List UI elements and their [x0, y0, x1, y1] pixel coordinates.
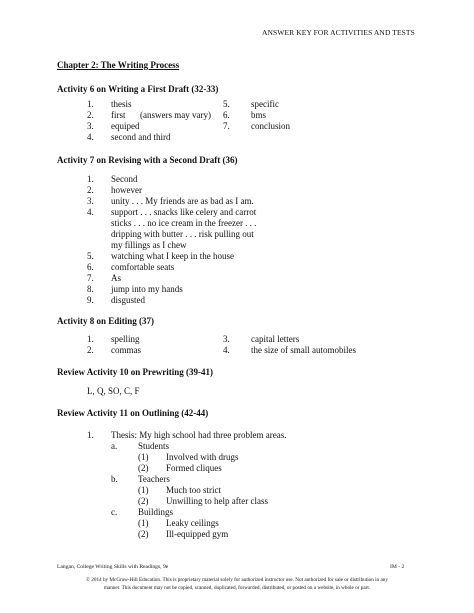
outline-sub-text: Formed cliques [166, 463, 222, 473]
review11-num: 1. [87, 430, 94, 440]
activity7-num-8: 8. [87, 284, 94, 294]
activity6-note: (answers may vary) [140, 110, 211, 120]
outline-sub-num: (1) [138, 485, 149, 495]
outline-sub-text: Much too strict [166, 485, 221, 495]
activity6-num-2: 2. [87, 110, 94, 120]
outline-sub-num: (1) [138, 518, 149, 528]
review11-thesis: Thesis: My high school had three problem areas. [111, 430, 287, 440]
activity6-num-1: 1. [87, 99, 94, 109]
activity7-answer-3: unity . . . My friends are as bad as I am. [111, 196, 254, 206]
outline-label-a: Students [138, 441, 170, 451]
activity7-answer-4-line3: dripping with butter . . . risk pulling out [111, 229, 254, 239]
activity7-num-5: 5. [87, 251, 94, 261]
outline-letter-a: a. [111, 441, 118, 451]
activity7-heading: Activity 7 on Revising with a Second Draft (36) [57, 155, 238, 165]
activity7-num-7: 7. [87, 273, 94, 283]
activity6-num-6: 6. [223, 110, 230, 120]
activity8-answer-2: commas [111, 345, 141, 355]
activity7-num-4: 4. [87, 207, 94, 217]
activity6-answer-2: first [111, 110, 126, 120]
activity7-answer-1: Second [111, 174, 138, 184]
activity7-answer-2: however [111, 185, 142, 195]
activity7-answer-7: As [111, 273, 122, 283]
review10-heading: Review Activity 10 on Prewriting (39-41) [57, 367, 214, 377]
outline-sub-text: Leaky ceilings [166, 518, 219, 528]
footer-book-title: Langan, College Writing Skills with Readings, 9e [57, 564, 169, 570]
activity7-answer-4-line2: sticks . . . no ice cream in the freezer . . . [111, 218, 257, 228]
activity7-answer-5: watching what I keep in the house [111, 251, 234, 261]
activity7-answer-8: jump into my hands [111, 284, 183, 294]
activity8-num-1: 1. [87, 334, 94, 344]
activity6-heading: Activity 6 on Writing a First Draft (32-33) [57, 84, 219, 94]
outline-sub-text: Involved with drugs [166, 452, 239, 462]
activity6-answer-5: specific [251, 99, 279, 109]
activity6-num-3: 3. [87, 121, 94, 131]
outline-label-b: Teachers [138, 474, 170, 484]
outline-sub-num: (2) [138, 463, 149, 473]
activity6-answer-4: second and third [111, 132, 171, 142]
activity6-num-5: 5. [223, 99, 230, 109]
activity7-answer-4: support . . . snacks like celery and carrot [111, 207, 257, 217]
activity8-num-4: 4. [223, 345, 230, 355]
outline-sub-num: (1) [138, 452, 149, 462]
review10-answer: L, Q, SO, C, F [87, 386, 140, 396]
activity6-answer-3: equiped [111, 121, 140, 131]
activity7-num-2: 2. [87, 185, 94, 195]
outline-label-c: Buildings [138, 507, 174, 517]
activity6-answer-7: conclusion [251, 121, 290, 131]
activity7-num-6: 6. [87, 262, 94, 272]
activity7-answer-6: comfortable seats [111, 262, 175, 272]
footer-page-number: IM - 2 [390, 564, 405, 570]
activity8-num-2: 2. [87, 345, 94, 355]
outline-letter-c: c. [111, 507, 118, 517]
outline-sub-text: Ill-equipped gym [166, 529, 229, 539]
activity6-answer-1: thesis [111, 99, 132, 109]
outline-sub-text: Unwilling to help after class [166, 496, 268, 506]
copyright-line-1: © 2014 by McGraw-Hill Education. This is proprietary material solely for authorized instructor use. Not authorized for sale or distribution in any [86, 577, 388, 583]
activity8-answer-4: the size of small automobiles [251, 345, 356, 355]
activity7-answer-4-line4: my fillings as I chew [111, 240, 187, 250]
running-header: ANSWER KEY FOR ACTIVITIES AND TESTS [262, 28, 415, 37]
activity6-num-7: 7. [223, 121, 230, 131]
activity6-answer-6: bms [251, 110, 267, 120]
activity8-num-3: 3. [223, 334, 230, 344]
activity8-answer-3: capital letters [251, 334, 300, 344]
activity8-answer-1: spelling [111, 334, 140, 344]
review11-heading: Review Activity 11 on Outlining (42-44) [57, 408, 209, 418]
activity7-num-9: 9. [87, 295, 94, 305]
activity8-heading: Activity 8 on Editing (37) [57, 316, 155, 326]
outline-sub-num: (2) [138, 529, 149, 539]
outline-sub-num: (2) [138, 496, 149, 506]
outline-letter-b: b. [111, 474, 118, 484]
activity7-num-3: 3. [87, 196, 94, 206]
activity6-num-4: 4. [87, 132, 94, 142]
copyright-line-2: manner. This document may not be copied, scanned, duplicated, forwarded, distributed, or posted on a website, in whole or part. [103, 585, 371, 591]
activity7-answer-9: disgusted [111, 295, 146, 305]
chapter-title: Chapter 2: The Writing Process [57, 60, 180, 70]
activity7-num-1: 1. [87, 174, 94, 184]
